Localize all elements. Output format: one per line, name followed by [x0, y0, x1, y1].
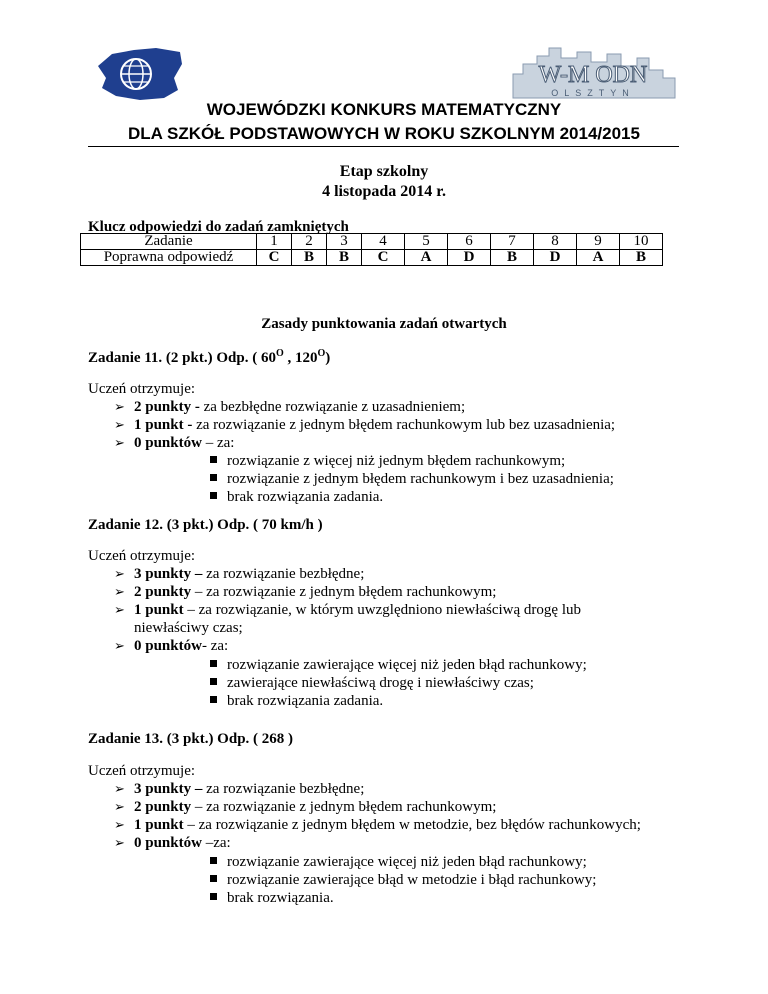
task-number: 10 — [620, 234, 663, 250]
task-13-intro: Uczeń otrzymuje: — [88, 763, 196, 779]
title-line-1: WOJEWÓDZKI KONKURS MATEMATYCZNY — [206, 100, 562, 119]
arrow-bullet-icon: ➢ — [114, 436, 125, 451]
date-label: 4 listopada 2014 r. — [322, 183, 446, 200]
task-11-item: ➢ 2 punkty - za bezbłędne rozwiązanie z uzasadnieniem; — [114, 399, 466, 415]
task-13-item: ➢ 1 punkt – za rozwiązanie z jednym błędem w metodzie, bez błędów rachunkowych; — [114, 817, 641, 833]
task-12-item: ➢ 1 punkt – za rozwiązanie, w którym uwzględniono niewłaściwą drogę lub — [114, 602, 581, 618]
task-number: 9 — [577, 234, 620, 250]
answer-cell: C — [257, 250, 292, 266]
arrow-bullet-icon: ➢ — [114, 603, 125, 618]
stage-label: Etap szkolny — [339, 163, 429, 180]
task-13-subitem: rozwiązanie zawierające więcej niż jeden błąd rachunkowy; — [210, 853, 587, 871]
answer-cell: B — [327, 250, 362, 266]
task-13-subitem: rozwiązanie zawierające błąd w metodzie i błąd rachunkowy; — [210, 871, 596, 889]
task-11-subitem: rozwiązanie z jednym błędem rachunkowym i bez uzasadnienia; — [210, 470, 614, 488]
square-bullet-icon — [210, 678, 217, 685]
arrow-bullet-icon: ➢ — [114, 800, 125, 815]
task-number: 5 — [405, 234, 448, 250]
square-bullet-icon — [210, 893, 217, 900]
task-11-item: ➢ 0 punktów – za: — [114, 435, 235, 451]
task-11-intro: Uczeń otrzymuje: — [88, 381, 196, 397]
row-label: Poprawna odpowiedź — [81, 250, 257, 266]
task-12-item-continuation: niewłaściwy czas; — [134, 620, 243, 636]
logo-text: W-M ODN — [538, 62, 648, 88]
answer-cell: A — [405, 250, 448, 266]
answer-key-table — [80, 233, 663, 266]
task-13-heading: Zadanie 13. (3 pkt.) Odp. ( 268 ) — [88, 731, 294, 747]
task-number: 1 — [257, 234, 292, 250]
task-number: 7 — [491, 234, 534, 250]
answer-cell: B — [620, 250, 663, 266]
answer-cell: B — [292, 250, 327, 266]
task-number: 6 — [448, 234, 491, 250]
task-11-subitem: brak rozwiązania zadania. — [210, 488, 383, 506]
answer-row — [81, 250, 663, 266]
task-number: 2 — [292, 234, 327, 250]
map-globe-logo — [94, 44, 186, 104]
wm-odn-logo — [503, 44, 683, 100]
answer-cell: D — [534, 250, 577, 266]
task-12-item: ➢ 0 punktów- za: — [114, 638, 229, 654]
square-bullet-icon — [210, 474, 217, 481]
answer-key-title: Klucz odpowiedzi do zadań zamkniętych — [88, 219, 349, 235]
arrow-bullet-icon: ➢ — [114, 782, 125, 797]
task-12-item: ➢ 3 punkty – za rozwiązanie bezbłędne; — [114, 566, 365, 582]
task-12-subitem: rozwiązanie zawierające więcej niż jeden błąd rachunkowy; — [210, 656, 587, 674]
task-number: 4 — [362, 234, 405, 250]
task-12-heading: Zadanie 12. (3 pkt.) Odp. ( 70 km/h ) — [88, 517, 323, 533]
square-bullet-icon — [210, 660, 217, 667]
arrow-bullet-icon: ➢ — [114, 639, 125, 654]
task-11-item: ➢ 1 punkt - za rozwiązanie z jednym błędem rachunkowym lub bez uzasadnienia; — [114, 417, 616, 433]
square-bullet-icon — [210, 875, 217, 882]
arrow-bullet-icon: ➢ — [114, 418, 125, 433]
arrow-bullet-icon: ➢ — [114, 818, 125, 833]
answer-cell: D — [448, 250, 491, 266]
task-13-item: ➢ 2 punkty – za rozwiązanie z jednym błędem rachunkowym; — [114, 799, 497, 815]
arrow-bullet-icon: ➢ — [114, 400, 125, 415]
answer-cell: B — [491, 250, 534, 266]
logo-subtext: OLSZTYN — [551, 88, 635, 98]
task-number: 3 — [327, 234, 362, 250]
row-label: Zadanie — [81, 234, 257, 250]
arrow-bullet-icon: ➢ — [114, 567, 125, 582]
square-bullet-icon — [210, 857, 217, 864]
arrow-bullet-icon: ➢ — [114, 836, 125, 851]
arrow-bullet-icon: ➢ — [114, 585, 125, 600]
answer-cell: C — [362, 250, 405, 266]
task-11-subitem: rozwiązanie z więcej niż jednym błędem rachunkowym; — [210, 452, 565, 470]
task-13-item: ➢ 0 punktów –za: — [114, 835, 231, 851]
header-divider — [88, 146, 679, 147]
square-bullet-icon — [210, 456, 217, 463]
task-number: 8 — [534, 234, 577, 250]
task-11-heading: Zadanie 11. (2 pkt.) Odp. ( $60^O$ , $120^O$) — [88, 348, 331, 366]
task-13-item: ➢ 3 punkty – za rozwiązanie bezbłędne; — [114, 781, 365, 797]
task-12-intro: Uczeń otrzymuje: — [88, 548, 196, 564]
task-12-subitem: brak rozwiązania zadania. — [210, 692, 383, 710]
task-12-item: ➢ 2 punkty – za rozwiązanie z jednym błędem rachunkowym; — [114, 584, 497, 600]
title-line-2: DLA SZKÓŁ PODSTAWOWYCH W ROKU SZKOLNYM 2014/2015 — [128, 124, 640, 143]
task-number-row — [81, 234, 663, 250]
task-12-subitem: zawierające niewłaściwą drogę i niewłaściwy czas; — [210, 674, 534, 692]
square-bullet-icon — [210, 492, 217, 499]
task-13-subitem: brak rozwiązania. — [210, 889, 334, 907]
answer-cell: A — [577, 250, 620, 266]
square-bullet-icon — [210, 696, 217, 703]
open-tasks-title: Zasady punktowania zadań otwartych — [261, 316, 507, 332]
